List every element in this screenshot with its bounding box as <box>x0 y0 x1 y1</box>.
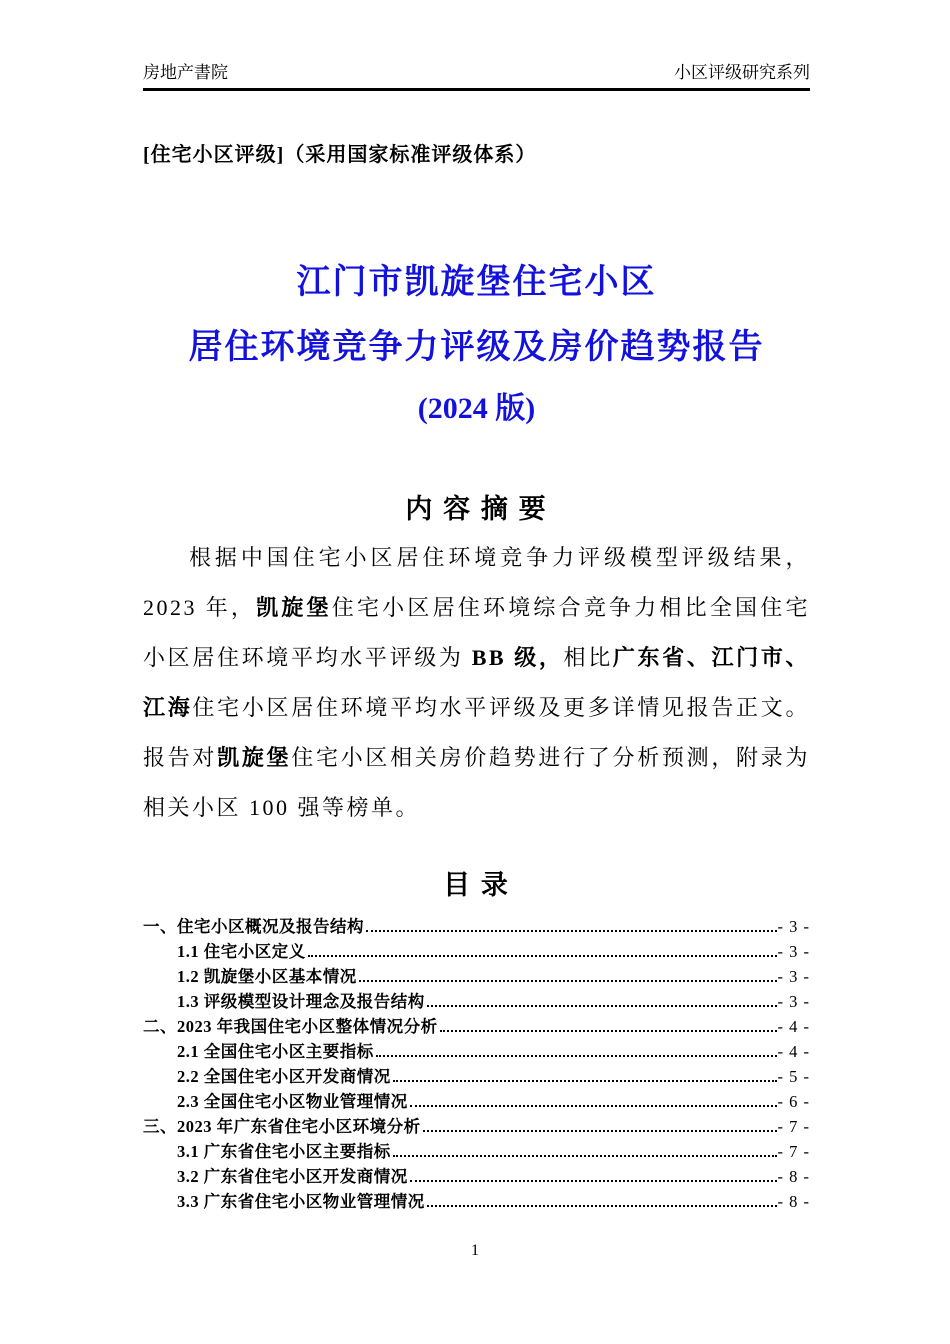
toc-entry-page-number: - 3 - <box>777 992 810 1011</box>
summary-text-bold: 凯旋堡 <box>256 595 332 620</box>
header-rule <box>143 88 810 91</box>
toc-entry-label: 3.3 广东省住宅小区物业管理情况 <box>177 1192 425 1211</box>
toc-entry <box>143 1138 810 1163</box>
toc-entry-page-number: - 3 - <box>777 967 810 986</box>
toc-dot-leader <box>423 1130 777 1132</box>
toc-dot-leader <box>440 1030 777 1032</box>
toc-entry-page-number: - 8 - <box>777 1192 810 1211</box>
page-number: 1 <box>471 1242 479 1259</box>
toc-entry-page-number: - 4 - <box>777 1017 810 1036</box>
toc-entry-page-number: - 3 - <box>777 917 810 936</box>
summary-text: 住宅小区相关房价趋势进行了分析预测，附录为相关小区 100 强等榜单。 <box>143 745 810 820</box>
toc-entry <box>143 1038 810 1063</box>
toc-entry <box>143 1013 810 1038</box>
toc-entry-page-number: - 4 - <box>777 1042 810 1061</box>
toc-entry <box>143 1163 810 1188</box>
report-title-edition: (2024 版) <box>417 392 536 425</box>
summary-text: 住宅小区居住环境平均水平评级及更多详情见报告正文。报告对 <box>143 695 810 770</box>
toc-entry-label: 3.1 广东省住宅小区主要指标 <box>177 1142 391 1161</box>
toc-dot-leader <box>376 1055 777 1057</box>
toc-dot-leader <box>393 1155 777 1157</box>
toc-entry <box>143 1088 810 1113</box>
summary-text-bold: BB 级， <box>471 645 564 670</box>
toc-entry <box>143 938 810 963</box>
rating-system-note: [住宅小区评级]（采用国家标准评级体系） <box>143 144 537 166</box>
toc-dot-leader <box>359 980 777 982</box>
toc-entry-page-number: - 8 - <box>777 1167 810 1186</box>
toc-entry-label: 1.3 评级模型设计理念及报告结构 <box>177 992 425 1011</box>
toc-entry <box>143 1063 810 1088</box>
summary-paragraph <box>143 533 810 833</box>
toc-dot-leader <box>393 1080 777 1082</box>
toc-dot-leader <box>427 1005 777 1007</box>
toc-entry <box>143 988 810 1013</box>
summary-text: 根据中国住宅小区居住环境竞争力评级模型评级结果，2023 年， <box>143 545 810 620</box>
toc-entry-label: 2.3 全国住宅小区物业管理情况 <box>177 1092 408 1111</box>
toc-dot-leader <box>308 955 777 957</box>
toc-entry-label: 一、住宅小区概况及报告结构 <box>143 917 364 936</box>
toc-entry <box>143 913 810 938</box>
toc-entry-label: 2.1 全国住宅小区主要指标 <box>177 1042 374 1061</box>
summary-heading: 内 容 摘 要 <box>405 494 548 524</box>
toc-entry-page-number: - 3 - <box>777 942 810 961</box>
running-header-right: 小区评级研究系列 <box>674 63 810 82</box>
toc-dot-leader <box>366 930 777 932</box>
toc-heading: 目 录 <box>443 870 510 900</box>
toc-entry-page-number: - 6 - <box>777 1092 810 1111</box>
summary-text: 相比 <box>563 645 613 670</box>
page-content <box>143 0 810 1213</box>
toc-dot-leader <box>410 1105 777 1107</box>
toc-entry-page-number: - 7 - <box>777 1117 810 1136</box>
toc-dot-leader <box>427 1205 777 1207</box>
summary-text: 住宅小区居住环境综合竞争力相比全国住宅小区居住环境平均水平评级为 <box>143 595 810 670</box>
toc-entry-label: 1.2 凯旋堡小区基本情况 <box>177 967 357 986</box>
toc-entry <box>143 1113 810 1138</box>
toc-entry-label: 二、2023 年我国住宅小区整体情况分析 <box>143 1017 438 1036</box>
toc-entry <box>143 1188 810 1213</box>
toc-entry-label: 1.1 住宅小区定义 <box>177 942 306 961</box>
toc-entry-label: 2.2 全国住宅小区开发商情况 <box>177 1067 391 1086</box>
toc-entry-page-number: - 7 - <box>777 1142 810 1161</box>
report-title-line1: 江门市凯旋堡住宅小区 <box>296 264 657 301</box>
toc-entry-label: 三、2023 年广东省住宅小区环境分析 <box>143 1117 421 1136</box>
toc-entry <box>143 963 810 988</box>
summary-text-bold: 广东省、江门市、江海 <box>143 645 810 720</box>
toc-list <box>143 913 810 1213</box>
toc-entry-label: 3.2 广东省住宅小区开发商情况 <box>177 1167 408 1186</box>
toc-entry-page-number: - 5 - <box>777 1067 810 1086</box>
running-header-left: 房地产書院 <box>143 63 228 82</box>
running-header <box>143 0 810 83</box>
report-title-line2: 居住环境竞争力评级及房价趋势报告 <box>188 329 765 366</box>
summary-text-bold: 凯旋堡 <box>217 745 292 770</box>
toc-dot-leader <box>410 1180 777 1182</box>
